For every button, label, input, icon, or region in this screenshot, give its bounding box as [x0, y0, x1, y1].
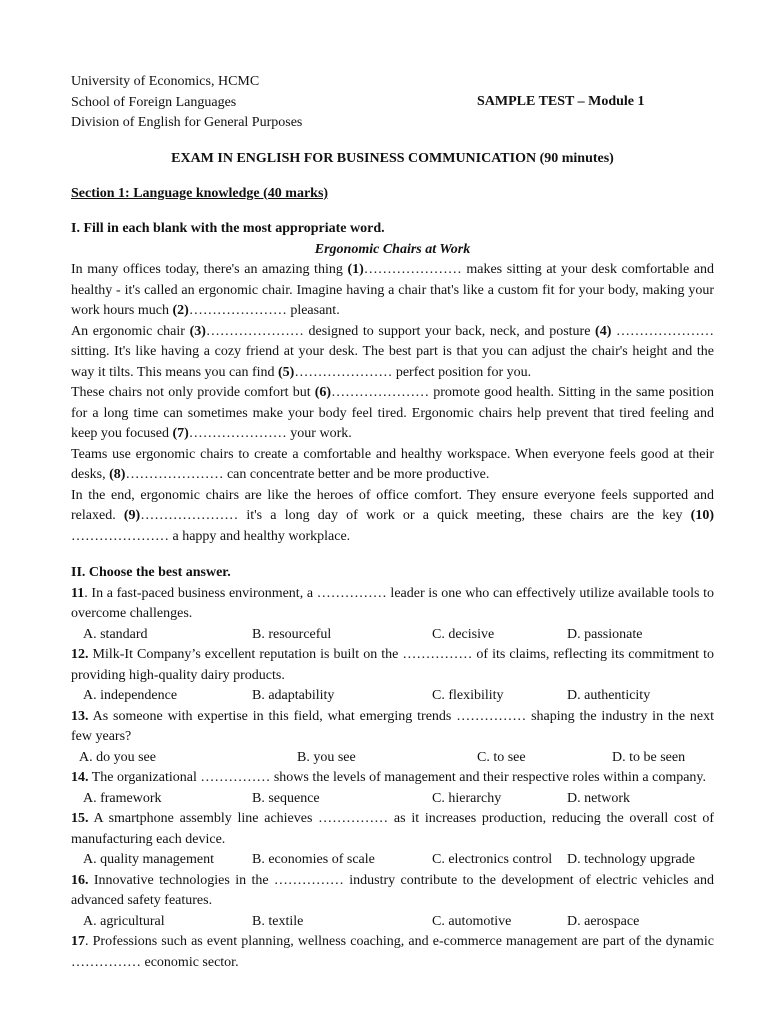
question-number-punct: . [84, 585, 88, 601]
question-number-punct: . [85, 934, 89, 949]
passage-paragraph [71, 260, 714, 322]
answer-option[interactable]: B. textile [252, 913, 304, 929]
answer-options [71, 789, 714, 810]
answer-option[interactable]: B. you see [297, 749, 356, 765]
passage-text: ………………… perfect position for you. [294, 364, 532, 380]
blank-number: (10) [690, 508, 714, 523]
blank-number: (7) [172, 426, 189, 441]
answer-option[interactable]: C. decisive [432, 626, 495, 642]
sample-test-label: SAMPLE TEST – Module 1 [477, 94, 645, 109]
answer-option[interactable]: C. electronics control [432, 852, 553, 867]
passage-text: These chairs not only provide comfort but [71, 385, 315, 400]
passage-text: ………………… pleasant. [188, 303, 340, 318]
question-stem [71, 645, 714, 686]
question-stem [71, 768, 714, 789]
section-title: Section 1: Language knowledge (40 marks) [71, 185, 329, 201]
blank-number: (1) [347, 262, 364, 277]
answer-option[interactable]: C. to see [477, 749, 526, 765]
part2-instruction: II. Choose the best answer. [71, 565, 231, 580]
passage-text: In many offices today, there's an amazing thing [71, 262, 348, 277]
answer-option[interactable]: B. adaptability [252, 688, 335, 703]
question-text: Professions such as event planning, wellness coaching, and e-commerce management are part of the dynamic …………… economic sector. [71, 934, 714, 970]
passage-text: An ergonomic chair [71, 323, 190, 339]
exam-title: EXAM IN ENGLISH FOR BUSINESS COMMUNICATION (90 minutes) [171, 151, 614, 166]
question-number: 13. [71, 708, 89, 724]
answer-option[interactable]: A. do you see [79, 749, 156, 765]
passage-paragraph [71, 486, 714, 548]
answer-options [71, 748, 714, 769]
question-number: 17 [71, 934, 85, 949]
question-number: 11 [71, 585, 85, 601]
answer-option[interactable]: D. passionate [567, 626, 643, 642]
answer-option[interactable]: A. agricultural [83, 913, 165, 929]
question-text: A smartphone assembly line achieves …………… as it increases production, reducing the overall cost of manufacturing each device. [71, 811, 714, 847]
answer-option[interactable]: C. automotive [432, 913, 512, 929]
blank-number: (8) [109, 467, 126, 482]
passage-text: ………………… can concentrate better and be more productive. [125, 467, 490, 482]
passage-text: In the end, ergonomic chairs are like the heroes of office comfort. They ensure everyone feels supported and relaxed. [71, 487, 714, 523]
passage-paragraph [71, 322, 714, 384]
answer-option[interactable]: D. authenticity [567, 688, 651, 703]
answer-option[interactable]: A. framework [83, 790, 162, 806]
question-stem [71, 932, 714, 973]
answer-option[interactable]: D. to be seen [612, 749, 686, 765]
question-list [71, 584, 714, 974]
answer-options [71, 912, 714, 933]
passage-paragraph [71, 383, 714, 445]
answer-option[interactable]: B. resourceful [252, 626, 332, 642]
question-text: Milk-It Company’s excellent reputation is built on the …………… of its claims, reflecting its commitment to providing high-quality dairy products. [71, 647, 714, 683]
blank-number: (5) [278, 364, 295, 380]
school-name: School of Foreign Languages [71, 94, 237, 110]
question-number: 12. [71, 647, 89, 662]
passage-text: ………………… sitting. It's like having a cozy friend at your desk. The best part is that you can adjust the chair's height and the way it tilts. This means you can find [71, 323, 714, 380]
passage-text: ………………… designed to support your back, neck, and posture [205, 323, 596, 339]
question-text: Innovative technologies in the …………… industry contribute to the development of electric vehicles and advanced safety features. [71, 872, 714, 908]
university-name: University of Economics, HCMC [71, 74, 260, 89]
passage-text: ………………… your work. [188, 426, 352, 441]
question-text: In a fast-paced business environment, a …………… leader is one who can effectively utilize available tools to overcome challenges. [71, 585, 714, 621]
answer-option[interactable]: B. sequence [252, 790, 320, 806]
passage-text: Teams use ergonomic chairs to create a comfortable and healthy workspace. When everyone feels good at their desks, [71, 446, 714, 482]
question-text: The organizational …………… shows the levels of management and their respective roles within a company. [88, 770, 707, 785]
passage-paragraph [71, 445, 714, 486]
spacer [71, 547, 714, 563]
answer-option[interactable]: D. network [567, 790, 630, 806]
question-stem [71, 871, 714, 912]
question-stem [71, 584, 714, 625]
passage-text: ………………… makes sitting at your desk comfortable and healthy - it's called an ergonomic chair. Imagine having a chair that's like a custom fit for your body, making your work hours much [71, 262, 714, 318]
answer-option[interactable]: A. standard [83, 626, 148, 642]
answer-option[interactable]: C. hierarchy [432, 790, 502, 806]
document-header [71, 72, 714, 134]
passage-title: Ergonomic Chairs at Work [314, 241, 471, 257]
answer-option[interactable]: D. technology upgrade [567, 852, 695, 867]
blank-number: (2) [172, 303, 189, 318]
answer-options [71, 850, 714, 871]
part1-instruction: I. Fill in each blank with the most appropriate word. [71, 221, 385, 236]
answer-options [71, 686, 714, 707]
passage-text: ………………… promote good health. Sitting in the same position for a long time can sometimes make your body feel tired. Ergonomic chairs help prevent that tired feeling and keep you focused [71, 385, 714, 441]
blank-number: (3) [189, 323, 206, 339]
answer-option[interactable]: D. aerospace [567, 913, 640, 929]
question-stem [71, 707, 714, 748]
passage-text: ………………… it's a long day of work or a quick meeting, these chairs are the key [140, 508, 691, 523]
question-text: As someone with expertise in this field, what emerging trends …………… shaping the industry in the next few years? [71, 708, 714, 744]
passage [71, 260, 714, 547]
blank-number: (6) [314, 385, 332, 400]
question-number: 15. [71, 811, 89, 826]
answer-option[interactable]: B. economies of scale [252, 852, 375, 867]
division-name: Division of English for General Purposes [71, 115, 303, 130]
blank-number: (4) [595, 323, 612, 339]
passage-text: ………………… a happy and healthy workplace. [71, 528, 351, 544]
question-number: 14. [71, 770, 89, 785]
question-stem [71, 809, 714, 850]
answer-options [71, 625, 714, 646]
answer-option[interactable]: A. independence [83, 688, 178, 703]
answer-option[interactable]: C. flexibility [432, 688, 504, 703]
answer-option[interactable]: A. quality management [83, 852, 215, 867]
question-number: 16. [71, 872, 89, 888]
blank-number: (9) [123, 508, 141, 523]
